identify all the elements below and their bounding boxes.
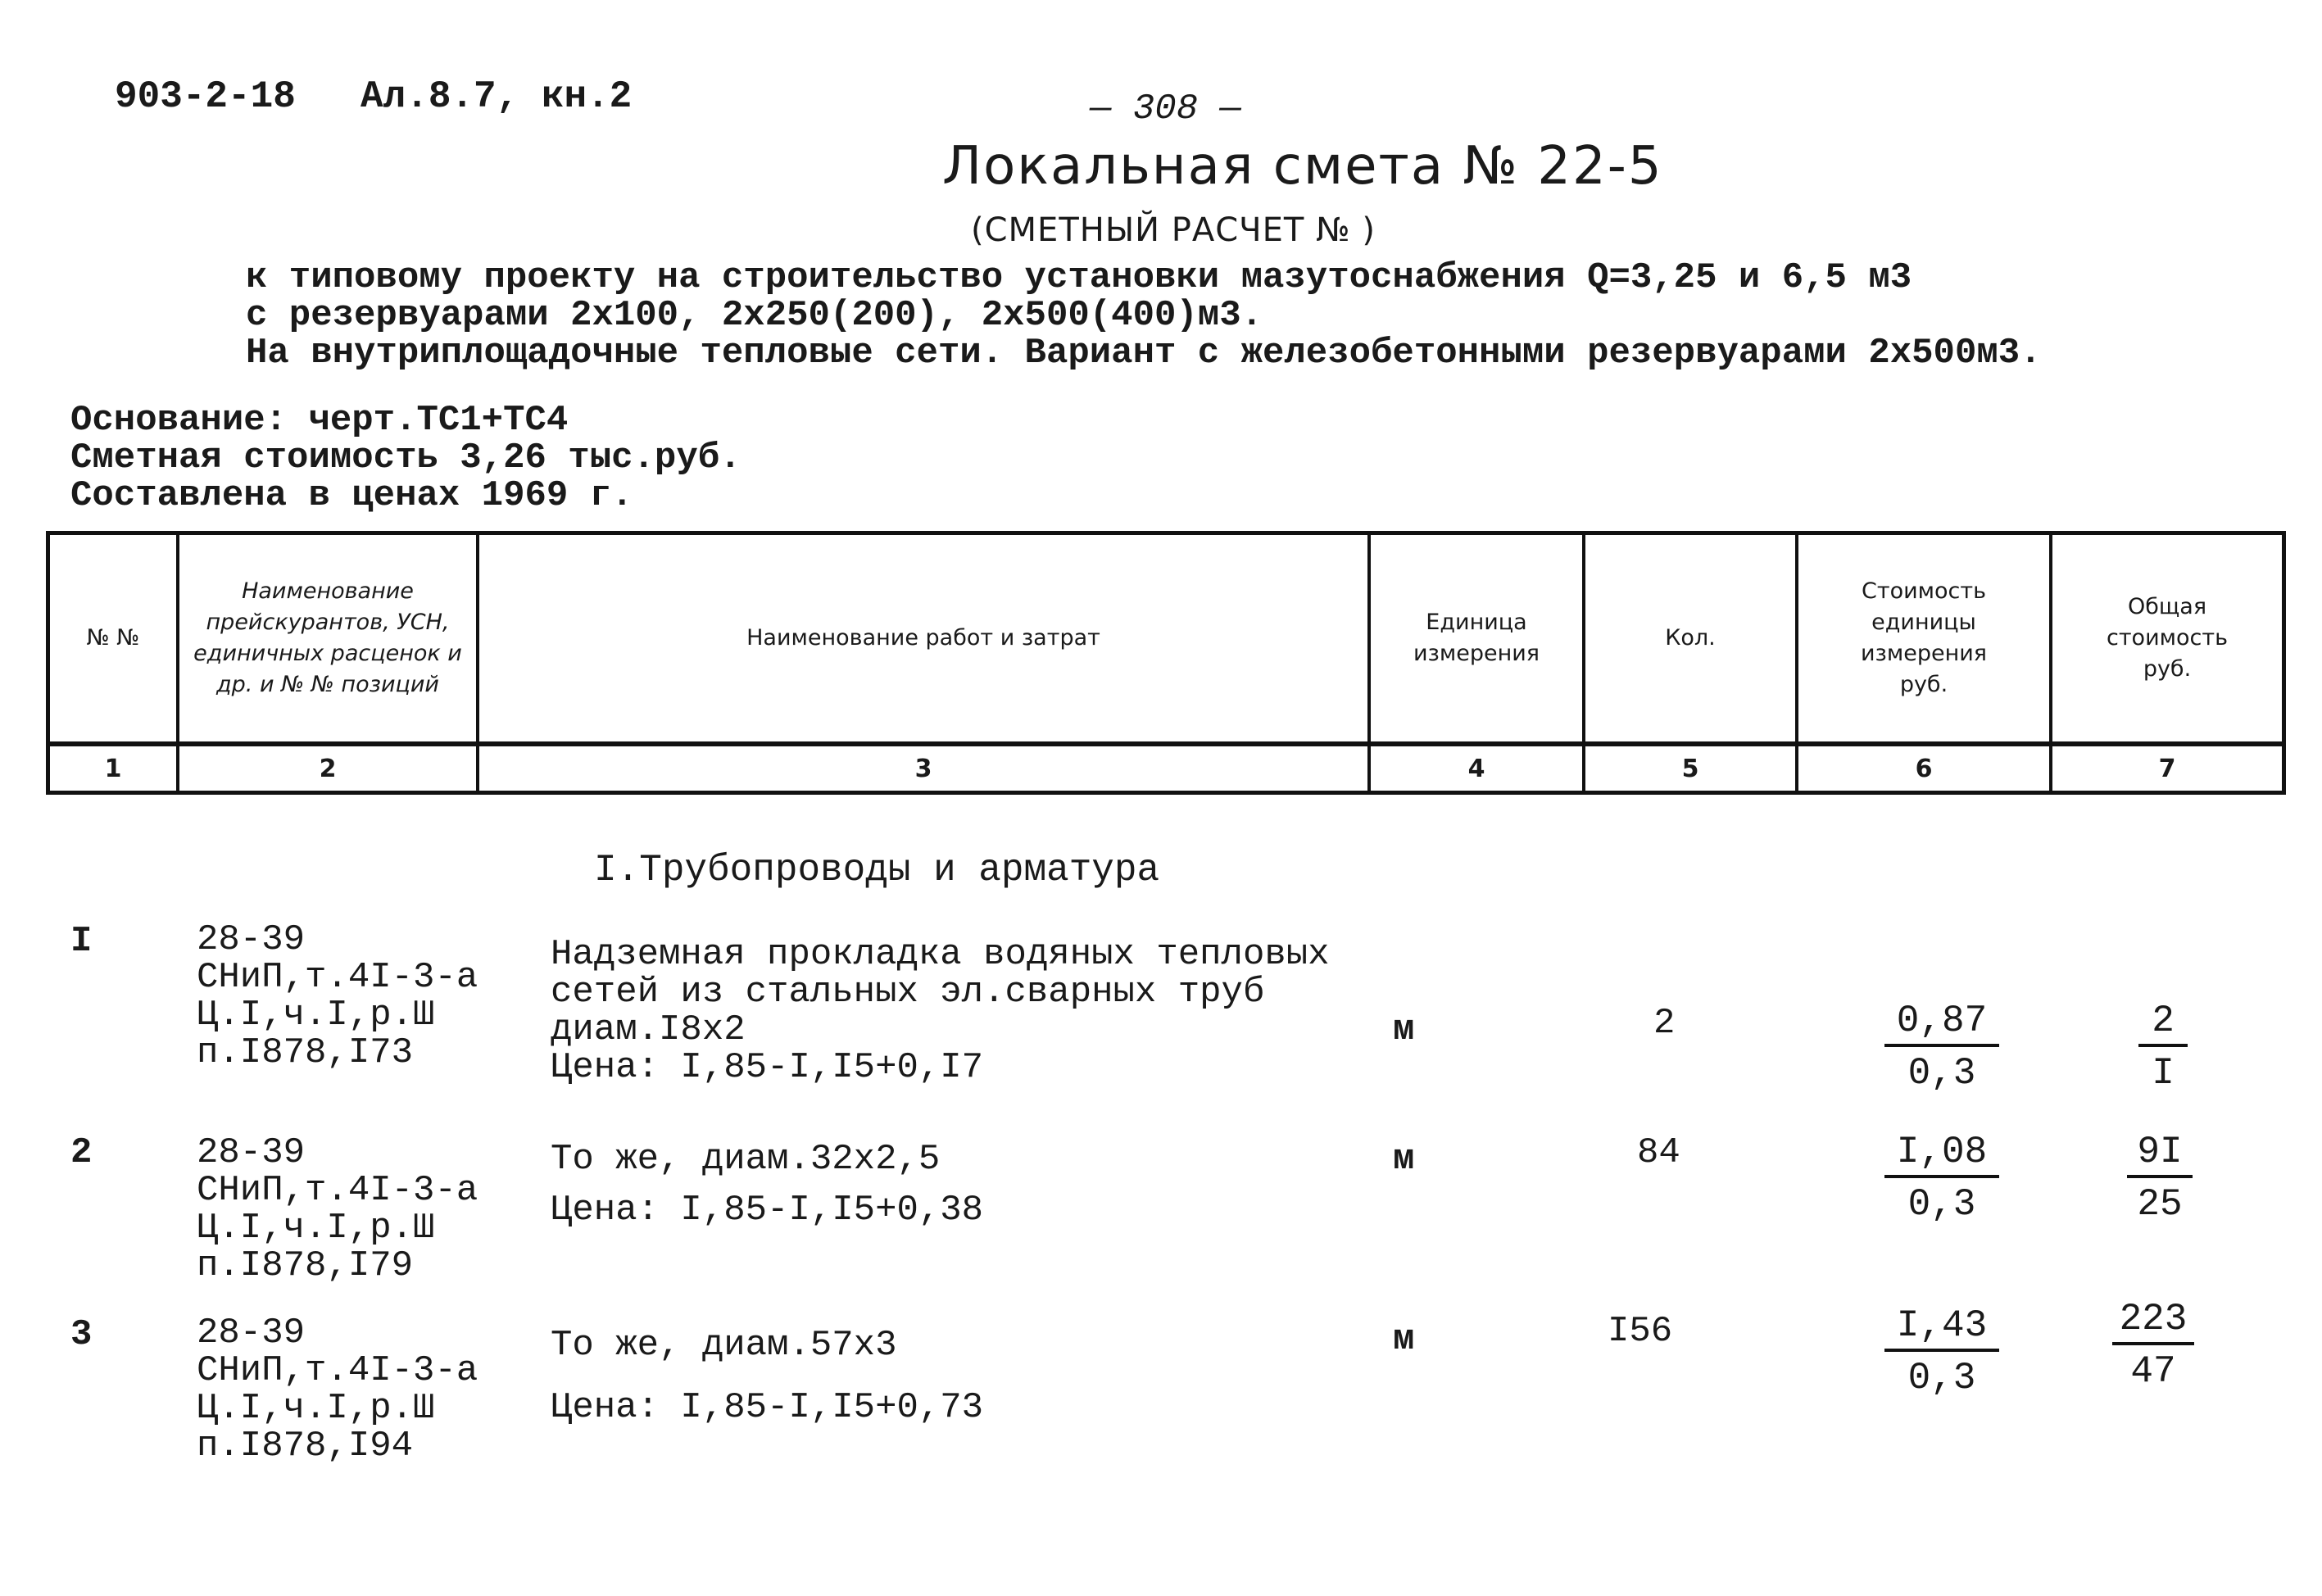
page-title: Локальная смета № 22-5: [942, 136, 1663, 197]
col-number-1: 1: [50, 741, 179, 791]
col-number-5: 5: [1585, 741, 1798, 791]
col-number-3: 3: [479, 741, 1371, 791]
price-formula: Цена: I,85-I,I5+0,I7: [551, 1047, 984, 1088]
page-number: — 308 —: [1090, 88, 1241, 129]
row-unit-cost: [1884, 1304, 1999, 1399]
work-line: диам.I8х2: [551, 1009, 746, 1050]
total-cost-value: 223: [2112, 1298, 2194, 1345]
row-unit: м: [1393, 1319, 1415, 1360]
reference-line: п.I878,I73: [197, 1032, 414, 1073]
col-number-7: 7: [2052, 741, 2282, 791]
header-col-qty: Кол.: [1585, 535, 1798, 741]
reference-line: Ц.I,ч.I,р.Ш: [197, 1208, 435, 1249]
row-total-cost: [2138, 1000, 2188, 1095]
header-col-number: № №: [50, 535, 179, 741]
unit-cost-value: I,08: [1884, 1131, 1999, 1178]
price-year: Составлена в ценах 1969 г.: [70, 475, 633, 516]
row-number: 2: [70, 1132, 93, 1173]
row-reference: [197, 1134, 478, 1285]
reference-line: СНиП,т.4I-3-а: [197, 1170, 478, 1211]
row-work-description: [551, 1134, 983, 1236]
work-line: То же, диам.32х2,5: [551, 1139, 941, 1180]
unit-cost-wage: 0,3: [1907, 1357, 1976, 1399]
total-cost-wage: 25: [2137, 1183, 2183, 1226]
unit-cost-value: I,43: [1884, 1304, 1999, 1352]
col-number-2: 2: [179, 741, 479, 791]
reference-line: п.I878,I94: [197, 1426, 414, 1467]
total-cost-wage: 47: [2130, 1350, 2176, 1393]
row-reference: [197, 1314, 478, 1465]
total-cost-wage: I: [2152, 1052, 2175, 1095]
work-line: Надземная прокладка водяных тепловых: [551, 934, 1330, 975]
reference-line: СНиП,т.4I-3-а: [197, 1350, 478, 1391]
row-unit: м: [1393, 1139, 1415, 1180]
reference-line: 28-39: [197, 919, 306, 960]
header-col-total: Общая стоимость руб.: [2106, 594, 2228, 682]
row-unit-cost: [1884, 1000, 1999, 1095]
row-quantity: I56: [1608, 1311, 1673, 1352]
reference-line: 28-39: [197, 1313, 306, 1353]
reference-line: 28-39: [197, 1132, 306, 1173]
price-formula: Цена: I,85-I,I5+0,38: [551, 1190, 984, 1231]
basis-drawing: Основание: черт.ТС1+ТС4: [70, 400, 569, 441]
project-line-3: На внутриплощадочные тепловые сети. Вариант с железобетонными резервуарами 2х500м3.: [246, 333, 2042, 374]
row-total-cost: [2112, 1298, 2194, 1393]
row-unit-cost: [1884, 1131, 1999, 1226]
section-title: I.Трубопроводы и арматура: [594, 849, 1160, 891]
reference-line: Ц.I,ч.I,р.Ш: [197, 995, 435, 1036]
row-reference: [197, 921, 478, 1072]
unit-cost-wage: 0,3: [1907, 1052, 1976, 1095]
work-line: сетей из стальных эл.сварных труб: [551, 972, 1265, 1013]
row-number: 3: [70, 1314, 93, 1355]
album-reference: Ал.8.7, кн.2: [361, 75, 633, 118]
work-line: То же, диам.57х3: [551, 1325, 897, 1366]
unit-cost-wage: 0,3: [1907, 1183, 1976, 1226]
project-line-1: к типовому проекту на строительство установки мазутоснабжения Q=3,25 и 6,5 м3: [246, 257, 1912, 298]
header-col-reference: Наименование прейскурантов, УСН, единичных расценок и др. и № № позиций: [179, 535, 479, 741]
header-col-unit: Единица измерения: [1371, 535, 1585, 741]
row-unit: м: [1393, 1009, 1415, 1050]
reference-line: п.I878,I79: [197, 1245, 414, 1286]
estimated-cost: Сметная стоимость 3,26 тыс.руб.: [70, 438, 741, 478]
header-col-unit-cost: Стоимость единицы измерения руб.: [1798, 535, 2052, 741]
table-header: [46, 531, 2286, 795]
row-work-description: [551, 1314, 983, 1439]
document-code: 903-2-18: [115, 75, 296, 118]
row-number: I: [70, 921, 93, 962]
project-line-2: с резервуарами 2х100, 2х250(200), 2х500(400)м3.: [246, 295, 1263, 336]
page-subtitle: (СМЕТНЫЙ РАСЧЕТ № ): [971, 211, 1376, 249]
unit-cost-value: 0,87: [1884, 1000, 1999, 1047]
price-formula: Цена: I,85-I,I5+0,73: [551, 1387, 984, 1428]
row-quantity: 84: [1637, 1132, 1680, 1173]
row-total-cost: [2127, 1131, 2193, 1226]
header-col-work: Наименование работ и затрат: [479, 535, 1371, 741]
col-number-6: 6: [1798, 741, 2052, 791]
row-work-description: [551, 936, 1330, 1086]
row-quantity: 2: [1653, 1003, 1676, 1044]
total-cost-value: 2: [2138, 1000, 2188, 1047]
col-number-4: 4: [1371, 741, 1585, 791]
reference-line: СНиП,т.4I-3-а: [197, 957, 478, 998]
total-cost-value: 9I: [2127, 1131, 2193, 1178]
reference-line: Ц.I,ч.I,р.Ш: [197, 1388, 435, 1429]
